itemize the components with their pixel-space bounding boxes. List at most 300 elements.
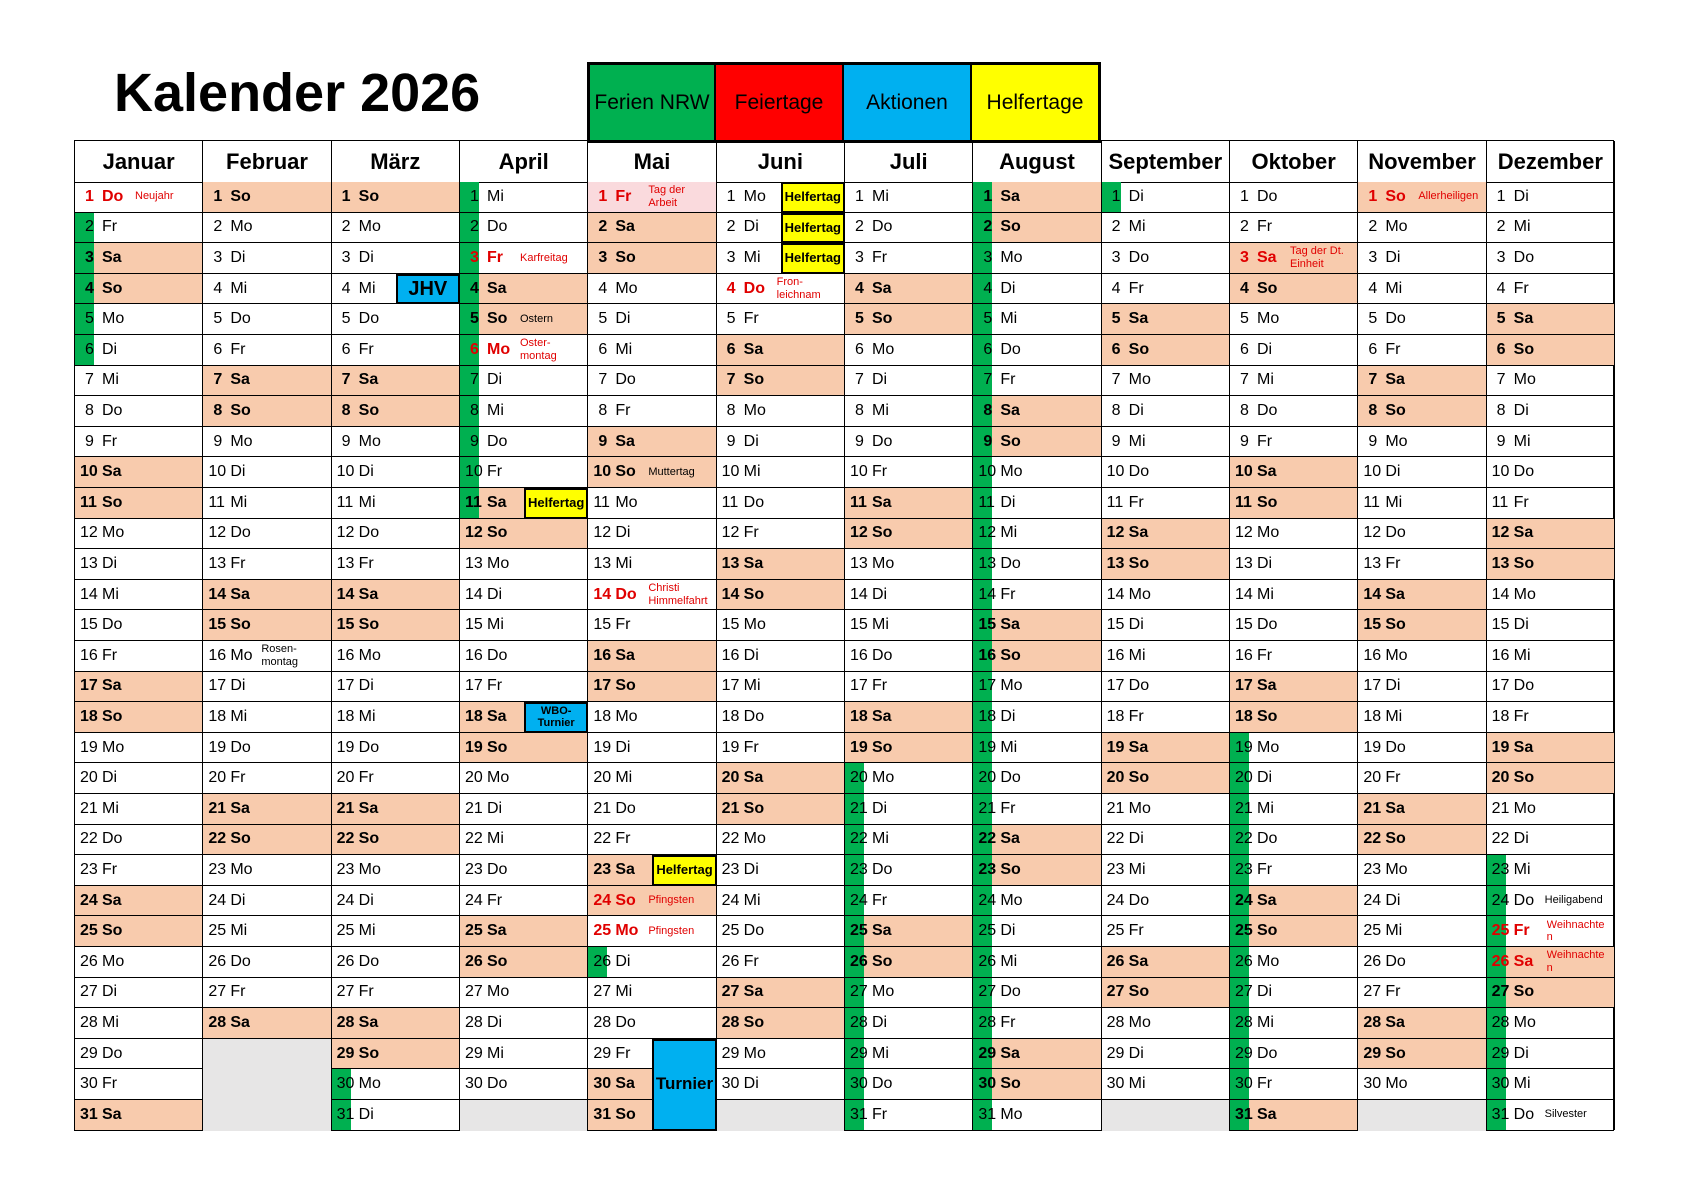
day-cell bbox=[973, 641, 1100, 672]
day-number: 8 bbox=[1111, 401, 1121, 419]
day-cell bbox=[845, 427, 972, 458]
day-cell bbox=[588, 519, 715, 550]
day-cell bbox=[1358, 702, 1485, 733]
day-number: 16 bbox=[465, 646, 483, 664]
weekday: Sa bbox=[230, 799, 250, 817]
day-number: 7 bbox=[1111, 371, 1121, 389]
day-number: 20 bbox=[465, 769, 483, 787]
weekday: Di bbox=[487, 799, 503, 817]
day-cell bbox=[845, 825, 972, 856]
day-cell bbox=[1358, 304, 1485, 335]
day-cell bbox=[75, 641, 202, 672]
day-cell bbox=[203, 304, 330, 335]
weekday: Sa bbox=[1128, 952, 1149, 970]
day-number: 3 bbox=[855, 248, 864, 266]
weekday: Mo bbox=[487, 769, 510, 787]
day-cell bbox=[717, 580, 844, 611]
weekday: Do bbox=[1385, 310, 1406, 328]
day-cell bbox=[1358, 978, 1485, 1009]
day-number: 20 bbox=[721, 769, 740, 787]
weekday: Do bbox=[1128, 677, 1150, 695]
day-cell bbox=[1487, 641, 1614, 672]
weekday: Sa bbox=[487, 707, 507, 725]
day-number: 8 bbox=[598, 401, 608, 419]
day-number: 14 bbox=[1235, 585, 1253, 603]
weekday: Mo bbox=[1128, 1013, 1151, 1031]
month-header: Januar bbox=[75, 141, 202, 183]
day-cell bbox=[203, 916, 330, 947]
weekday: Do bbox=[1257, 401, 1278, 419]
day-number: 23 bbox=[1363, 860, 1382, 878]
day-number: 4 bbox=[341, 279, 351, 297]
day-number: 18 bbox=[80, 707, 98, 725]
day-number: 8 bbox=[1496, 401, 1506, 419]
day-cell bbox=[75, 855, 202, 886]
weekday: Sa bbox=[872, 922, 892, 940]
day-cell bbox=[1102, 763, 1229, 794]
day-cell bbox=[973, 304, 1100, 335]
weekday: Sa bbox=[1000, 401, 1020, 419]
day-number: 12 bbox=[978, 524, 997, 542]
day-cell bbox=[973, 335, 1100, 366]
weekday: Mo bbox=[872, 340, 895, 358]
day-cell bbox=[845, 396, 972, 427]
helfertag-event[interactable]: Helfertag bbox=[652, 855, 716, 886]
day-number: 15 bbox=[978, 616, 997, 634]
day-number: 30 bbox=[465, 1075, 483, 1093]
day-cell bbox=[973, 794, 1100, 825]
month-column bbox=[1358, 141, 1486, 1130]
day-cell bbox=[973, 366, 1100, 397]
weekday: Fr bbox=[230, 769, 246, 787]
day-number: 31 bbox=[850, 1105, 868, 1123]
day-cell bbox=[203, 366, 330, 397]
weekday: Mo bbox=[615, 922, 639, 940]
day-cell bbox=[460, 335, 587, 366]
day-number: 11 bbox=[465, 493, 482, 511]
day-cell bbox=[1102, 702, 1229, 733]
day-cell bbox=[1102, 427, 1229, 458]
day-cell bbox=[717, 916, 844, 947]
weekday: Di bbox=[1385, 891, 1401, 909]
day-number: 24 bbox=[1235, 891, 1253, 909]
day-number: 28 bbox=[80, 1013, 98, 1031]
day-cell bbox=[1487, 1100, 1614, 1131]
day-number: 18 bbox=[978, 707, 997, 725]
weekday: Fr bbox=[1257, 432, 1273, 450]
day-number: 30 bbox=[80, 1075, 98, 1093]
helfertag-event[interactable]: Helfertag bbox=[781, 213, 845, 244]
weekday: So bbox=[358, 187, 380, 205]
day-cell bbox=[1487, 488, 1614, 519]
day-cell bbox=[1102, 213, 1229, 244]
weekday: So bbox=[102, 922, 123, 940]
day-cell bbox=[203, 825, 330, 856]
weekday: Do bbox=[872, 432, 893, 450]
weekday: So bbox=[230, 187, 251, 205]
weekday: So bbox=[358, 830, 380, 848]
weekday: Do bbox=[1513, 248, 1535, 266]
day-number: 18 bbox=[1106, 707, 1125, 725]
day-cell bbox=[1230, 274, 1357, 305]
day-number: 20 bbox=[978, 769, 997, 787]
weekday: Mo bbox=[1128, 371, 1151, 389]
day-number: 13 bbox=[1235, 554, 1253, 572]
day-number: 28 bbox=[465, 1013, 483, 1031]
weekday: Mi bbox=[872, 401, 889, 419]
day-cell bbox=[332, 213, 459, 244]
weekday: Do bbox=[102, 1044, 123, 1062]
day-number: 4 bbox=[855, 279, 864, 297]
day-cell bbox=[75, 549, 202, 580]
day-cell bbox=[460, 396, 587, 427]
day-cell bbox=[1230, 763, 1357, 794]
weekday: Fr bbox=[487, 463, 503, 481]
day-number: 28 bbox=[1363, 1013, 1382, 1031]
weekday: Fr bbox=[1000, 799, 1016, 817]
day-cell bbox=[332, 396, 459, 427]
day-number: 15 bbox=[721, 616, 740, 634]
day-number: 8 bbox=[983, 401, 993, 419]
day-number: 23 bbox=[80, 860, 98, 878]
day-number: 5 bbox=[855, 310, 864, 328]
day-number: 9 bbox=[470, 432, 479, 450]
day-number: 31 bbox=[1491, 1105, 1510, 1123]
day-cell bbox=[75, 304, 202, 335]
day-number: 2 bbox=[341, 218, 351, 236]
day-number: 14 bbox=[465, 585, 483, 603]
weekday: Mo bbox=[358, 218, 381, 236]
day-number: 6 bbox=[983, 340, 993, 358]
day-cell bbox=[845, 1100, 972, 1131]
weekday: So bbox=[1000, 1075, 1021, 1093]
day-number: 10 bbox=[1363, 463, 1382, 481]
holiday-note: Christi Himmelfahrt bbox=[648, 581, 708, 607]
day-number: 10 bbox=[1106, 463, 1125, 481]
day-number: 4 bbox=[598, 279, 608, 297]
day-cell bbox=[717, 672, 844, 703]
day-cell bbox=[1487, 427, 1614, 458]
weekday: Mo bbox=[1128, 585, 1151, 603]
day-cell bbox=[1230, 335, 1357, 366]
day-cell bbox=[1102, 916, 1229, 947]
day-number: 24 bbox=[465, 891, 483, 909]
day-cell bbox=[460, 1069, 587, 1100]
weekday: Mi bbox=[487, 401, 504, 419]
day-cell bbox=[588, 1008, 715, 1039]
weekday: Mi bbox=[358, 493, 376, 511]
day-number: 4 bbox=[983, 279, 993, 297]
weekday: So bbox=[1385, 1044, 1406, 1062]
day-number: 9 bbox=[598, 432, 608, 450]
day-number: 15 bbox=[336, 616, 355, 634]
month-header: August bbox=[973, 141, 1100, 183]
weekday: Mi bbox=[1513, 860, 1531, 878]
day-cell bbox=[845, 641, 972, 672]
day-number: 18 bbox=[1235, 707, 1253, 725]
weekday: Do bbox=[230, 310, 251, 328]
day-number: 4 bbox=[85, 279, 94, 297]
day-number: 11 bbox=[1491, 493, 1509, 511]
day-number: 17 bbox=[850, 677, 868, 695]
day-number: 25 bbox=[1106, 922, 1125, 940]
day-cell bbox=[717, 1008, 844, 1039]
day-cell bbox=[332, 672, 459, 703]
weekday: Mo bbox=[1257, 524, 1280, 542]
holiday-note: Weihnachte n bbox=[1546, 949, 1605, 974]
day-cell bbox=[845, 304, 972, 335]
day-number: 13 bbox=[850, 554, 868, 572]
day-cell bbox=[588, 335, 715, 366]
day-cell bbox=[973, 855, 1100, 886]
day-number: 15 bbox=[850, 616, 868, 634]
day-number: 7 bbox=[213, 371, 223, 389]
day-cell bbox=[203, 978, 330, 1009]
weekday: So bbox=[615, 677, 636, 695]
day-cell bbox=[75, 243, 202, 274]
day-cell bbox=[717, 763, 844, 794]
day-cell bbox=[1487, 580, 1614, 611]
day-number: 19 bbox=[978, 738, 997, 756]
helfertag-event[interactable]: Helfertag bbox=[524, 488, 588, 519]
weekday: Mo bbox=[1385, 432, 1408, 450]
weekday: Mi bbox=[102, 1013, 119, 1031]
weekday: Fr bbox=[487, 891, 503, 909]
weekday: Di bbox=[358, 463, 374, 481]
day-cell bbox=[1102, 1039, 1229, 1070]
weekday: Do bbox=[1257, 830, 1278, 848]
day-number: 21 bbox=[850, 799, 868, 817]
month-header: Februar bbox=[203, 141, 330, 183]
day-cell bbox=[75, 1100, 202, 1131]
day-note: Silvester bbox=[1544, 1108, 1587, 1121]
helfertag-event[interactable]: Helfertag bbox=[781, 243, 845, 274]
day-cell bbox=[203, 763, 330, 794]
day-cell bbox=[332, 886, 459, 917]
day-number: 14 bbox=[721, 585, 740, 603]
day-cell bbox=[1358, 763, 1485, 794]
day-number: 29 bbox=[80, 1044, 98, 1062]
weekday: Do bbox=[358, 738, 380, 756]
day-cell bbox=[973, 1100, 1100, 1131]
day-cell bbox=[1102, 610, 1229, 641]
day-cell bbox=[845, 243, 972, 274]
weekday: Di bbox=[1000, 707, 1016, 725]
weekday: Di bbox=[230, 248, 246, 266]
day-cell bbox=[717, 702, 844, 733]
day-cell bbox=[75, 1069, 202, 1100]
weekday: Sa bbox=[102, 463, 122, 481]
day-cell bbox=[1230, 1069, 1357, 1100]
day-number: 29 bbox=[1235, 1044, 1253, 1062]
day-cell bbox=[1358, 335, 1485, 366]
aktion-event[interactable]: Turnier bbox=[652, 1039, 716, 1131]
day-number: 22 bbox=[1363, 830, 1382, 848]
day-cell bbox=[845, 916, 972, 947]
weekday: Di bbox=[743, 218, 759, 236]
day-cell bbox=[203, 243, 330, 274]
day-number: 21 bbox=[80, 799, 98, 817]
day-number: 13 bbox=[208, 554, 227, 572]
day-cell bbox=[1230, 733, 1357, 764]
day-number: 12 bbox=[80, 524, 98, 542]
weekday: Do bbox=[487, 218, 508, 236]
day-number: 24 bbox=[336, 891, 355, 909]
weekday: Mi bbox=[872, 1044, 889, 1062]
day-number: 9 bbox=[1496, 432, 1506, 450]
day-number: 25 bbox=[978, 922, 997, 940]
day-cell bbox=[1230, 1039, 1357, 1070]
weekday: Mo bbox=[102, 524, 125, 542]
day-cell bbox=[588, 702, 715, 733]
day-cell bbox=[588, 549, 715, 580]
day-number: 23 bbox=[465, 860, 483, 878]
weekday: Do bbox=[1513, 891, 1535, 909]
day-number: 7 bbox=[1240, 371, 1249, 389]
weekday: Mi bbox=[358, 707, 376, 725]
day-number: 17 bbox=[1235, 677, 1253, 695]
day-number: 29 bbox=[336, 1044, 355, 1062]
day-cell bbox=[75, 1039, 202, 1070]
day-cell bbox=[203, 457, 330, 488]
day-number: 3 bbox=[1111, 248, 1121, 266]
weekday: Do bbox=[743, 707, 765, 725]
weekday: So bbox=[1000, 218, 1021, 236]
day-number: 26 bbox=[850, 952, 868, 970]
weekday: Mi bbox=[1513, 1075, 1531, 1093]
weekday: Di bbox=[615, 738, 631, 756]
weekday: Fr bbox=[358, 769, 374, 787]
day-number: 6 bbox=[470, 340, 479, 358]
weekday: Mo bbox=[487, 554, 510, 572]
day-cell bbox=[588, 213, 715, 244]
weekday: So bbox=[872, 738, 893, 756]
day-cell bbox=[1102, 855, 1229, 886]
day-cell bbox=[1358, 825, 1485, 856]
day-number: 19 bbox=[721, 738, 740, 756]
day-cell bbox=[1102, 1008, 1229, 1039]
day-number: 8 bbox=[855, 401, 864, 419]
helfertag-event[interactable]: Helfertag bbox=[781, 182, 845, 213]
day-number: 18 bbox=[593, 707, 612, 725]
day-cell bbox=[717, 488, 844, 519]
day-cell bbox=[75, 916, 202, 947]
day-number: 6 bbox=[1111, 340, 1121, 358]
day-number: 17 bbox=[1491, 677, 1510, 695]
weekday: So bbox=[1513, 554, 1535, 572]
weekday: Fr bbox=[1257, 860, 1273, 878]
day-cell bbox=[1102, 978, 1229, 1009]
day-cell bbox=[1487, 457, 1614, 488]
weekday: Mo bbox=[1000, 1105, 1023, 1123]
day-number: 26 bbox=[1235, 952, 1253, 970]
weekday: Di bbox=[102, 769, 118, 787]
day-cell bbox=[973, 1069, 1100, 1100]
day-number: 12 bbox=[721, 524, 740, 542]
weekday: Mo bbox=[872, 983, 895, 1001]
weekday: Mi bbox=[230, 279, 248, 297]
day-number: 4 bbox=[1240, 279, 1249, 297]
day-number: 9 bbox=[855, 432, 864, 450]
weekday: Fr bbox=[743, 524, 759, 542]
day-cell bbox=[203, 182, 330, 213]
weekday: Sa bbox=[102, 677, 122, 695]
day-number: 24 bbox=[80, 891, 98, 909]
weekday: So bbox=[1128, 983, 1150, 1001]
weekday: Fr bbox=[1000, 1013, 1016, 1031]
weekday: Do bbox=[230, 952, 251, 970]
weekday: Di bbox=[1128, 187, 1144, 205]
weekday: Do bbox=[1000, 340, 1021, 358]
day-number: 7 bbox=[341, 371, 351, 389]
day-number: 25 bbox=[465, 922, 483, 940]
day-number: 12 bbox=[1235, 524, 1253, 542]
day-cell bbox=[1358, 1039, 1485, 1070]
day-cell bbox=[203, 519, 330, 550]
day-cell bbox=[1487, 1039, 1614, 1070]
day-number: 22 bbox=[721, 830, 740, 848]
day-cell bbox=[460, 213, 587, 244]
day-number: 2 bbox=[1240, 218, 1249, 236]
weekday: Fr bbox=[1385, 340, 1401, 358]
day-number: 11 bbox=[1363, 493, 1380, 511]
day-cell bbox=[332, 825, 459, 856]
aktion-event[interactable]: WBO- Turnier bbox=[524, 702, 588, 733]
day-number: 14 bbox=[80, 585, 98, 603]
day-cell bbox=[1487, 335, 1614, 366]
day-cell bbox=[717, 886, 844, 917]
aktion-event[interactable]: JHV bbox=[396, 274, 460, 305]
day-number: 3 bbox=[1240, 248, 1249, 266]
weekday: Sa bbox=[1257, 248, 1277, 266]
day-cell bbox=[1487, 213, 1614, 244]
day-number: 14 bbox=[978, 585, 997, 603]
weekday: Mo bbox=[487, 340, 511, 358]
day-number: 16 bbox=[1106, 646, 1125, 664]
day-cell bbox=[1230, 610, 1357, 641]
day-cell bbox=[1358, 672, 1485, 703]
day-cell bbox=[203, 610, 330, 641]
day-number: 20 bbox=[593, 769, 612, 787]
weekday: Do bbox=[230, 738, 251, 756]
day-number: 26 bbox=[336, 952, 355, 970]
weekday: Sa bbox=[102, 248, 122, 266]
day-number: 29 bbox=[850, 1044, 868, 1062]
day-number: 30 bbox=[336, 1075, 355, 1093]
day-cell bbox=[717, 855, 844, 886]
weekday: Di bbox=[743, 860, 759, 878]
day-number: 5 bbox=[1240, 310, 1249, 328]
day-cell bbox=[973, 825, 1100, 856]
day-number: 19 bbox=[1363, 738, 1382, 756]
day-cell bbox=[973, 457, 1100, 488]
day-cell bbox=[1358, 427, 1485, 458]
weekday: Mo bbox=[1513, 1013, 1536, 1031]
day-cell bbox=[1487, 396, 1614, 427]
weekday: So bbox=[1000, 646, 1021, 664]
day-number: 19 bbox=[850, 738, 868, 756]
day-cell bbox=[973, 763, 1100, 794]
day-number: 7 bbox=[855, 371, 864, 389]
weekday: Sa bbox=[872, 493, 892, 511]
weekday: Sa bbox=[1128, 738, 1149, 756]
day-cell bbox=[460, 641, 587, 672]
day-cell bbox=[460, 549, 587, 580]
day-number: 2 bbox=[470, 218, 479, 236]
weekday: Mi bbox=[230, 922, 248, 940]
day-number: 22 bbox=[1235, 830, 1253, 848]
day-cell bbox=[973, 182, 1100, 213]
